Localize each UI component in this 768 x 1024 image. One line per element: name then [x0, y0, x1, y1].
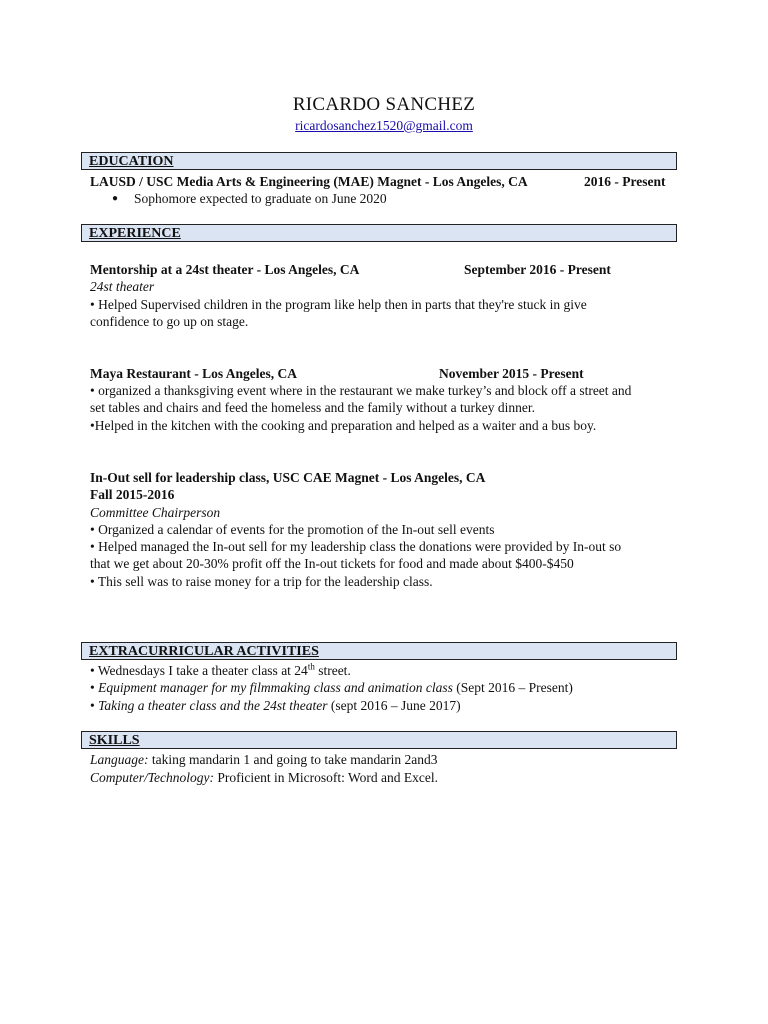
extracurricular-heading: EXTRACURRICULAR ACTIVITIES [81, 642, 677, 660]
job-description-line: set tables and chairs and feed the homeless and the family without a turkey dinner. [90, 400, 535, 415]
skill-computer [90, 769, 438, 786]
job-title: Mentorship at a 24st theater - Los Angeles, CA [90, 262, 360, 277]
skill-value: taking mandarin 1 and going to take mandarin 2and3 [148, 752, 438, 767]
bullet-icon: • [90, 680, 99, 695]
email-link[interactable]: ricardosanchez1520@gmail.com [295, 118, 473, 133]
activity-dates: (Sept 2016 – Present) [452, 680, 573, 695]
skill-value: Proficient in Microsoft: Word and Excel. [214, 770, 438, 785]
education-dates: 2016 - Present [584, 174, 666, 189]
job-dates: Fall 2015-2016 [90, 487, 175, 502]
activity-text: • Wednesdays I take a theater class at 24 [90, 663, 308, 678]
education-heading: EDUCATION [81, 152, 677, 170]
job-description-line: confidence to go up on stage. [90, 314, 249, 329]
activity-text: Equipment manager for my filmmaking class and animation class [98, 680, 453, 695]
job-description-line: • Helped managed the In-out sell for my leadership class the donations were provided by In-out so [90, 539, 622, 554]
experience-heading: EXPERIENCE [81, 224, 677, 242]
activity-item [90, 697, 461, 714]
job-description-line: •Helped in the kitchen with the cooking and preparation and helped as a waiter and a bus boy. [90, 418, 597, 433]
skill-label: Computer/Technology: [90, 770, 214, 785]
job-title: In-Out sell for leadership class, USC CAE Magnet - Los Angeles, CA [90, 470, 486, 485]
skill-language [90, 751, 438, 768]
candidate-name: RICARDO SANCHEZ [292, 94, 476, 115]
job-subtitle: 24st theater [90, 279, 155, 294]
job-title: Maya Restaurant - Los Angeles, CA [90, 366, 297, 381]
job-dates: November 2015 - Present [439, 366, 584, 381]
job-subtitle: Committee Chairperson [90, 505, 221, 520]
activity-dates: (sept 2016 – June 2017) [327, 698, 461, 713]
education-bullet: Sophomore expected to graduate on June 2020 [134, 191, 387, 206]
job-description-line: • Organized a calendar of events for the promotion of the In-out sell events [90, 522, 495, 537]
job-description-line: • This sell was to raise money for a trip for the leadership class. [90, 574, 433, 589]
bullet-dot-icon: ● [112, 193, 119, 204]
activity-text: Taking a theater class and the 24st theater [98, 698, 328, 713]
skill-label: Language: [90, 752, 149, 767]
skills-heading: SKILLS [81, 731, 677, 749]
job-dates: September 2016 - Present [464, 262, 611, 277]
job-description-line: • Helped Supervised children in the program like help then in parts that they're stuck in give [90, 297, 587, 312]
job-description-line: that we get about 20-30% profit off the In-out tickets for food and made about $400-$450 [90, 556, 574, 571]
activity-text: street. [314, 663, 351, 678]
ordinal-suffix: th [307, 661, 315, 672]
job-description-line: • organized a thanksgiving event where in the restaurant we make turkey’s and block off a street and [90, 383, 632, 398]
education-school: LAUSD / USC Media Arts & Engineering (MAE) Magnet - Los Angeles, CA [90, 174, 528, 189]
activity-item [90, 662, 351, 679]
bullet-icon: • [90, 698, 99, 713]
activity-item [90, 679, 573, 696]
